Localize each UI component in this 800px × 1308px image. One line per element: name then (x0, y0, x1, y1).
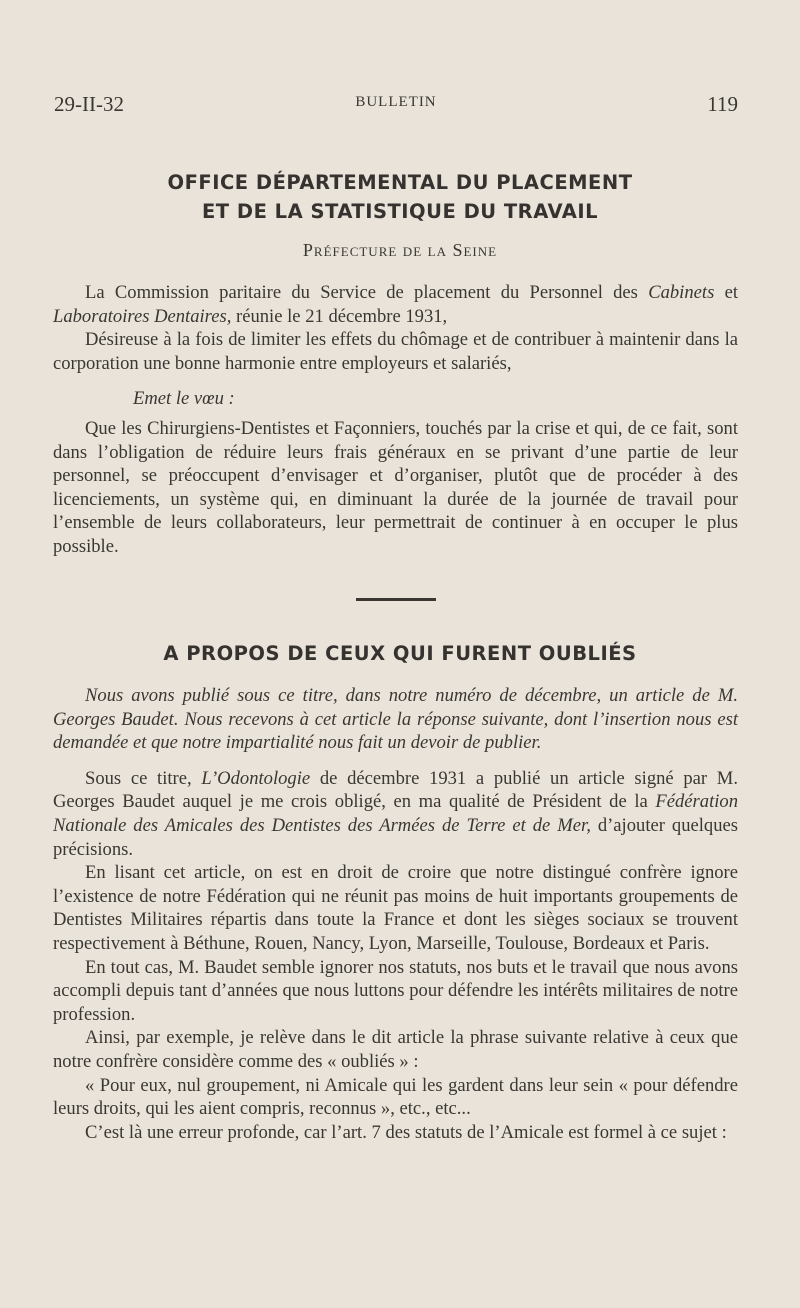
section2-paragraph-3: En tout cas, M. Baudet semble ignorer nos statuts, nos buts et le travail que nous avons accompli depuis tant d’années que nous luttons pour défendre les intérêts militaires de notre profession. (53, 956, 738, 1025)
section1-title (60, 168, 740, 226)
section1-p1-text-b: et (714, 282, 738, 303)
section2-p1-text-c: d’ajouter quelques précisions. (53, 814, 738, 860)
section1-voeu: Emet le vœu : (133, 388, 235, 410)
section1-p1-italic-2: Laboratoires Dentaires, (53, 305, 232, 327)
section2-paragraph-4: Ainsi, par exemple, je relève dans le dit article la phrase suivante relative à ceux que notre confrère considère comme des « oubliés » : (53, 1027, 738, 1072)
running-title: BULLETIN (355, 94, 437, 110)
section1-title-line2: ET DE LA STATISTIQUE DU TRAVAIL (201, 200, 599, 223)
section2-paragraph-1 (53, 767, 738, 861)
section1-subtitle: Préfecture de la Seine (302, 240, 498, 260)
section2-paragraph-2: En lisant cet article, on est en droit de croire que notre distingué confrère ignore l’existence de notre Fédération qui ne réunit pas moins de huit importants groupements de Dentistes Militaires répartis dans toute la France et dont les sièges sociaux se trouvent respectivement à Béthune, Rouen, Nancy, Lyon, Marseille, Toulouse, Bordeaux et Paris. (53, 862, 738, 954)
issue-date: 29-II-32 (54, 92, 124, 116)
section2-body (53, 684, 738, 1144)
section-divider (356, 598, 436, 601)
section2-p1-text-b: de décembre 1931 a publié un article signé par M. Georges Baudet auquel je me crois obligé, en ma qualité de Président de la (53, 767, 738, 813)
section2-p1-italic-2: Fédération Nationale des Amicales des Dentistes des Armées de Terre et de Mer, (53, 791, 738, 836)
section1-p1-text-c: réunie le 21 décembre 1931, (231, 305, 448, 327)
running-head (54, 92, 738, 122)
section1-paragraph-3: Que les Chirurgiens-Dentistes et Façonniers, touchés par la crise et qui, de ce fait, sont dans l’obligation de réduire leurs frais généraux en se privant d’une partie de leur personnel, se préoccupent d’envisager et d’organiser, plutôt que de procéder à des licenciements, un système qui, en diminuant la durée de la journée de travail pour l’ensemble de leurs collaborateurs, leur permettrait de continuer à en occuper le plus possible. (53, 417, 738, 557)
section2-p1-italic-1: L’Odontologie (201, 767, 311, 789)
section1-body (53, 281, 738, 559)
section1-p1-italic-1: Cabinets (648, 282, 715, 303)
section1-title-line1: OFFICE DÉPARTEMENTAL DU PLACEMENT (167, 171, 633, 194)
section2-title: A PROPOS DE CEUX QUI FURENT OUBLIÉS (163, 642, 637, 665)
section1-paragraph-2: Désireuse à la fois de limiter les effets du chômage et de contribuer à maintenir dans la corporation une bonne harmonie entre employeurs et salariés, (53, 329, 738, 374)
section2-paragraph-6: C’est là une erreur profonde, car l’art. 7 des statuts de l’Amicale est formel à ce sujet : (85, 1121, 727, 1143)
section2-paragraph-5: « Pour eux, nul groupement, ni Amicale qui les gardent dans leur sein « pour défendre leurs droits, qui les aient compris, reconnus », etc., etc... (53, 1074, 738, 1120)
section1-paragraph-1 (53, 281, 738, 328)
section2-p1-text-a: Sous ce titre, (85, 767, 202, 789)
page-number: 119 (707, 92, 738, 116)
section1-p1-text-a: La Commission paritaire du Service de placement du Personnel des (85, 282, 649, 303)
section2-intro: Nous avons publié sous ce titre, dans notre numéro de décembre, un article de M. Georges Baudet. Nous recevons à cet article la réponse suivante, dont l’insertion nous est demandée et que notre impartialité nous fait un devoir de publier. (53, 685, 738, 754)
